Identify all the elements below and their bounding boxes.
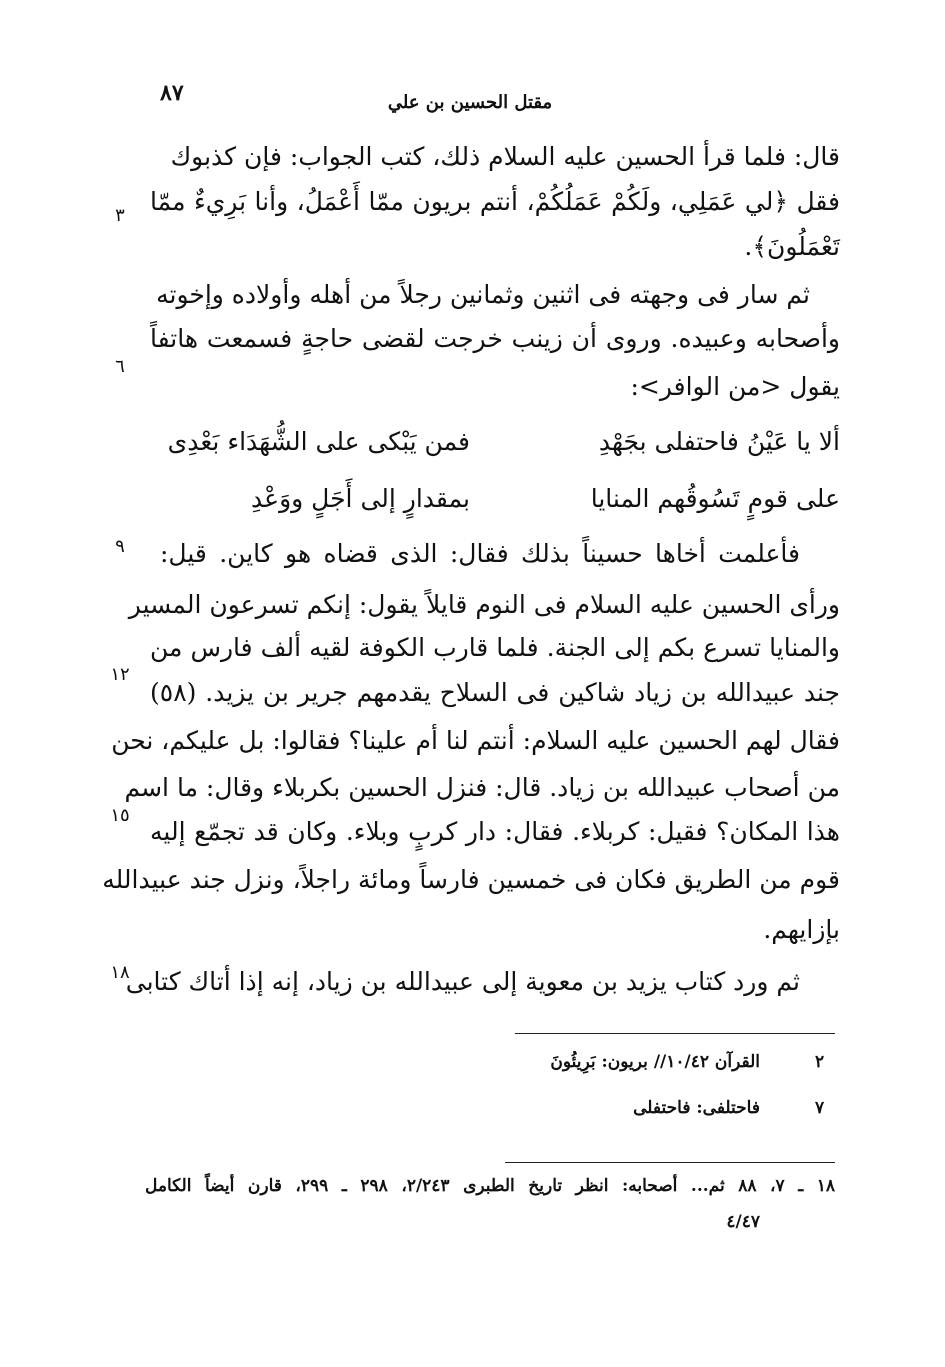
apparatus-note-number: ٢ (815, 1052, 825, 1072)
verse-first-hemistich: على قومٍ تَسُوقُهم المنايا (590, 484, 840, 513)
body-line: والمنايا تسرع بكم إلى الجنة. فلما قارب الكوفة لقيه ألف فارس من (150, 633, 840, 662)
line-number: ٩ (115, 536, 125, 557)
body-line: جند عبيدالله بن زياد شاكين فى السلاح يقدمهم جرير بن يزيد. (٥٨) (150, 678, 840, 707)
body-line: ورأى الحسين عليه السلام فى النوم قايلاً يقول: إنكم تسرعون المسير (128, 590, 840, 619)
body-line: بإزايهم. (763, 915, 840, 944)
line-number: ٦ (115, 356, 125, 377)
line-number: ١٨ (110, 962, 130, 983)
notes-rule (505, 1162, 835, 1163)
apparatus-note: القرآن ١٠/٤٢// بريون: بَرِيئُونَ (550, 1052, 760, 1072)
line-number: ٣ (115, 205, 125, 226)
body-line: يقول <من الوافر>: (630, 372, 840, 401)
verse-second-hemistich: بمقدارٍ إلى أَجَلٍ ووَعْدِ (251, 484, 470, 513)
body-line: هذا المكان؟ فقيل: كربلاء. فقال: دار كربٍ وبلاء. وكان قد تجمّع إليه (150, 817, 840, 846)
body-line: ثم سار فى وجهته فى اثنين وثمانين رجلاً من أهله وأولاده وإخوته (156, 280, 810, 309)
body-line: ثم ورد كتاب يزيد بن معوية إلى عبيدالله بن زياد، إنه إذا أتاك كتابى (125, 967, 800, 996)
body-line: فقل ﴿لي عَمَلِي، ولَكُمْ عَمَلُكُمْ، أنتم بريون ممّا أَعْمَلُ، وأنا بَرِيءٌ ممّا (150, 187, 840, 216)
apparatus-note: فاحتلفى: فاحتفلى (633, 1098, 760, 1118)
commentary-note: ١٨ ـ ٧، ٨٨ ثم... أصحابه: انظر تاريخ الطبرى ٢/٢٤٣، ٢٩٨ ـ ٢٩٩، قارن أيضاً الكامل (145, 1176, 835, 1196)
body-line: فقال لهم الحسين عليه السلام: أنتم لنا أم علينا؟ فقالوا: بل عليكم، نحن (111, 726, 840, 755)
running-title: مقتل الحسين بن علي (387, 92, 553, 113)
apparatus-rule (515, 1033, 835, 1034)
line-number: ١٥ (110, 805, 130, 826)
line-number: ١٢ (110, 664, 130, 685)
commentary-note-continuation: ٤/٤٧ (726, 1212, 760, 1232)
body-line: قوم من الطريق فكان فى خمسين فارساً ومائة راجلاً، ونزل جند عبيدالله (102, 865, 840, 894)
body-line: من أصحاب عبيدالله بن زياد. قال: فنزل الحسين بكربلاء وقال: ما اسم (124, 773, 840, 802)
body-line: تَعْمَلُونَ﴾. (744, 232, 840, 261)
body-line: فأعلمت أخاها حسيناً بذلك فقال: الذى قضاه هو كاين. قيل: (160, 539, 800, 568)
body-line: قال: فلما قرأ الحسين عليه السلام ذلك، كتب الجواب: فإن كذبوك (170, 142, 840, 171)
apparatus-note-number: ٧ (815, 1098, 825, 1118)
page-number: ٨٧ (160, 80, 184, 106)
body-line: وأصحابه وعبيده. وروى أن زينب خرجت لقضى حاجةٍ فسمعت هاتفاً (150, 324, 841, 353)
verse-second-hemistich: فمن يَبْكى على الشُّهَدَاء بَعْدِى (167, 427, 470, 456)
verse-first-hemistich: ألا يا عَيْنُ فاحتفلى بجَهْدِ (598, 427, 840, 456)
